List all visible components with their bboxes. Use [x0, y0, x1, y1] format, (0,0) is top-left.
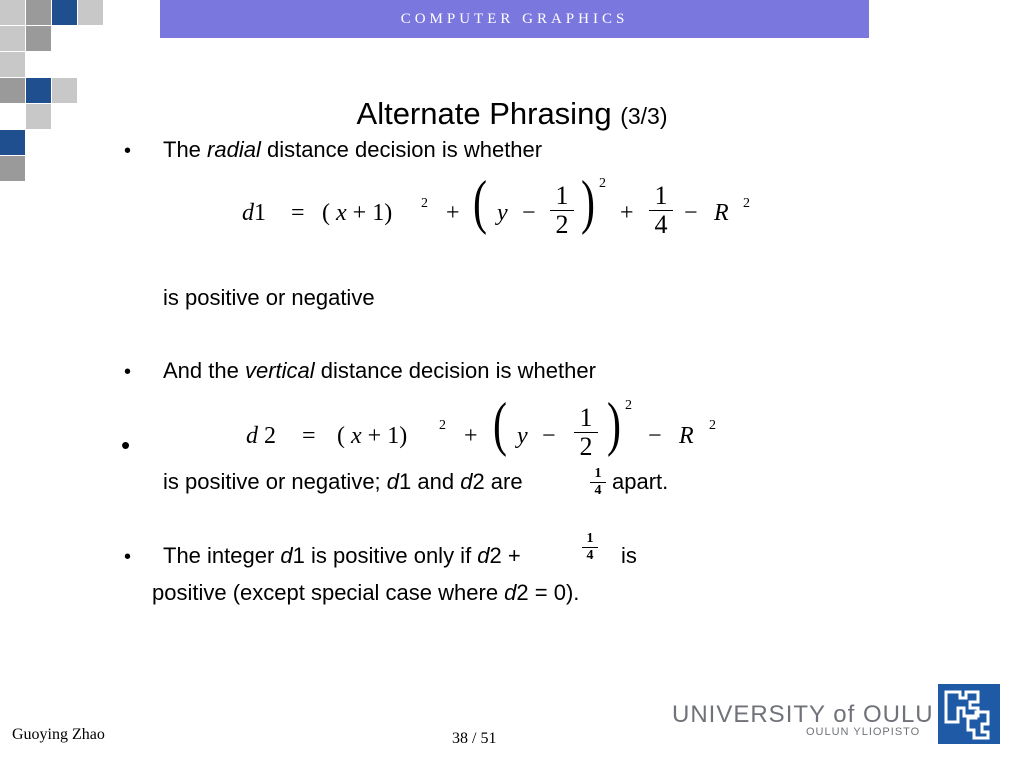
eq1-lparen: (: [472, 169, 487, 235]
eq2-plus-one: + 1): [361, 423, 408, 449]
eq2-lparen: (: [492, 391, 507, 457]
eq1-half-den: 2: [555, 210, 569, 239]
eq2-half: [574, 405, 598, 460]
bullet-marker: •: [124, 546, 132, 568]
eq1-y-var: y: [497, 200, 508, 226]
decor-square: [0, 52, 25, 77]
eq1-lhs: [242, 200, 266, 227]
bullet-marker: •: [124, 361, 132, 383]
bullet-1-pre: The: [163, 137, 208, 162]
eq1-q-den: 4: [654, 210, 668, 239]
decor-square: [26, 26, 51, 51]
eq1-minus2: −: [684, 200, 698, 226]
bullet-1-em: radial: [207, 137, 261, 162]
decor-square: [78, 0, 103, 25]
eq2-paren: (: [337, 423, 351, 449]
eq2-lhs: [246, 423, 276, 450]
b3f-post: 2 = 0).: [516, 580, 580, 605]
eq1-sq1: 2: [421, 196, 428, 211]
eq1-R: [714, 200, 729, 227]
decor-square: [0, 26, 25, 51]
slide-title-sub: (3/3): [620, 103, 668, 129]
bullet-2-em: vertical: [244, 358, 315, 383]
eq2-x: x: [351, 423, 362, 449]
b3-n2: 2 +: [489, 543, 521, 568]
eq2-R: [679, 423, 694, 450]
university-logo-sub: OULUN YLIOPISTO: [806, 726, 921, 738]
eq1-plus: +: [446, 200, 460, 226]
bullet-1-text: [163, 137, 542, 163]
eq2-y: [517, 423, 528, 450]
b2f-pre: is positive or negative;: [163, 469, 387, 494]
eq2-half-num: 1: [579, 403, 593, 432]
eq1-x: x: [336, 200, 347, 226]
bullet-1-follow: is positive or negative: [163, 285, 375, 310]
eq2-minus: −: [542, 423, 556, 449]
eq2-d: d: [246, 423, 258, 449]
eq1-minus: −: [522, 200, 536, 226]
eq2-sq2: 2: [625, 398, 632, 413]
bullet-2-pre: And the: [163, 358, 245, 383]
eq1-sq2: 2: [599, 176, 606, 191]
eq1-d: d: [242, 200, 254, 226]
decor-square: [0, 130, 25, 155]
decor-square: [52, 0, 77, 25]
b3-pre: The integer: [163, 543, 281, 568]
b2f-d1: d: [386, 469, 400, 494]
b3-d2: d: [477, 543, 490, 568]
slide-title-main: Alternate Phrasing: [356, 96, 612, 131]
eq1-quarter: [649, 183, 673, 238]
eq2-half-den: 2: [579, 432, 593, 461]
decor-square: [26, 0, 51, 25]
bullet-2-text: [163, 358, 596, 384]
header-title: COMPUTER GRAPHICS: [400, 11, 629, 27]
eq2-sq3: 2: [709, 418, 716, 433]
bullet-2-follow: [163, 469, 523, 495]
inline-quarter-2: [582, 532, 598, 563]
iq1-num: 1: [594, 466, 602, 481]
b2f-post: apart.: [612, 469, 669, 494]
eq1-half-num: 1: [555, 181, 569, 210]
slide-title: [0, 96, 1024, 132]
b2f-d2: d: [460, 469, 473, 494]
b3-n1: 1 is positive only if: [292, 543, 478, 568]
university-logo-text: UNIVERSITY of OULU: [672, 701, 934, 728]
decor-square: [0, 156, 25, 181]
b3f-pre: positive (except special case where: [152, 580, 505, 605]
eq1-sq3: 2: [743, 196, 750, 211]
eq2-rparen: ): [606, 391, 621, 457]
header-bar: [160, 0, 869, 38]
eq1-q-num: 1: [654, 181, 668, 210]
eq2-minus2: −: [648, 423, 662, 449]
eq1-plus2: +: [620, 200, 634, 226]
bullet-3-follow: [152, 580, 579, 606]
footer-author: Guoying Zhao: [12, 726, 105, 743]
eq1-d-num: 1: [254, 200, 266, 226]
eq1-rparen: ): [580, 169, 595, 235]
eq2-eq: =: [302, 423, 316, 449]
iq1-den: 4: [594, 483, 602, 498]
eq1-R-var: R: [714, 200, 729, 226]
eq2-y-var: y: [517, 423, 528, 449]
eq1-y: [497, 200, 508, 227]
eq2-xterm: [337, 423, 407, 450]
iq2-num: 1: [586, 531, 594, 546]
decor-square: [0, 0, 25, 25]
iq2-den: 4: [586, 548, 594, 563]
inline-quarter-1: [590, 467, 606, 498]
bullet-1-post: distance decision is whether: [260, 137, 543, 162]
logo-pattern: [938, 684, 1000, 744]
eq1-paren: (: [322, 200, 336, 226]
bullet-2-post: distance decision is whether: [314, 358, 596, 383]
eq2-sq1: 2: [439, 418, 446, 433]
eq2-R-var: R: [679, 423, 694, 449]
b2f-n2: 2 are: [472, 469, 523, 494]
university-logo-icon: [938, 684, 1000, 744]
bullet-3-text: [163, 543, 521, 569]
b3-post: is: [621, 543, 637, 568]
eq1-plus-one: + 1): [346, 200, 393, 226]
eq1-half: [550, 183, 574, 238]
eq1-xterm: [322, 200, 392, 227]
eq1-eq: =: [291, 200, 305, 226]
b3-d1: d: [280, 543, 293, 568]
eq2-plus: +: [464, 423, 478, 449]
eq2-d-num: 2: [258, 423, 276, 449]
bullet-marker: •: [121, 430, 131, 460]
b3f-d: d: [504, 580, 517, 605]
page-number: 38 / 51: [452, 730, 497, 747]
b2f-n1: 1 and: [399, 469, 461, 494]
bullet-marker: •: [124, 140, 132, 162]
